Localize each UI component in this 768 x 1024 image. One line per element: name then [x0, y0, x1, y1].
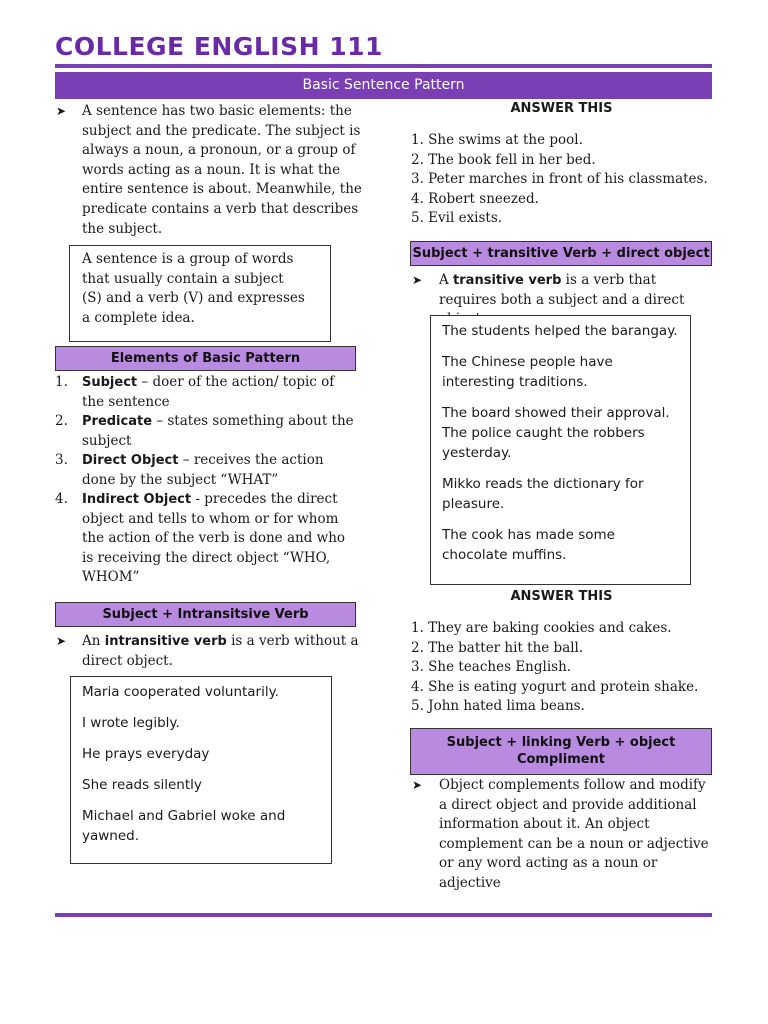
example-sentence: Michael and Gabriel woke and yawned. — [82, 808, 286, 844]
answer-this-heading: ANSWER THIS — [510, 101, 613, 116]
list-item: 2. The batter hit the ball. — [411, 639, 584, 656]
arrow-bullet-icon: ➤ — [412, 778, 423, 792]
list-item: 1. She swims at the pool. — [411, 132, 583, 148]
transitive-heading: Subject + transitive Verb + direct object — [410, 241, 712, 266]
example-sentence: The Chinese people have interesting traditions. — [442, 354, 613, 390]
example-sentence: The board showed their approval. The police caught the robbers yesterday. — [442, 405, 670, 461]
document-title: COLLEGE ENGLISH 111 — [55, 32, 383, 61]
linking-heading: Subject + linking Verb + object Compliment — [410, 728, 712, 775]
element-desc: - precedes the direct object and tells to whom or for whom the action of the verb is done and who is receiving the direct object “WHO, WHOM” — [82, 491, 346, 586]
list-item: 3. She teaches English. — [411, 659, 572, 676]
linking-definition: Object complements follow and modify a direct object and provide additional information about it. An object complement can be a noun or adjective or any word acting as a noun or adjective — [439, 777, 709, 891]
list-item: 5. John hated lima beans. — [411, 698, 585, 715]
intro-paragraph: A sentence has two basic elements: the subject and the predicate. The subject is always a noun, a pronoun, or a group of words acting as a noun. It is what the entire sentence is about. Meanwhile, the predicate contains a verb that describes the subject. — [82, 103, 362, 237]
element-term: Subject — [82, 375, 138, 390]
transitive-term: transitive verb — [453, 273, 562, 288]
transitive-examples-box — [430, 315, 691, 585]
example-sentence: The cook has made some chocolate muffins. — [442, 527, 615, 563]
answer-list-2 — [411, 619, 711, 717]
intransitive-examples-box — [70, 676, 332, 864]
example-sentence: Mikko reads the dictionary for pleasure. — [442, 476, 644, 512]
intransitive-term: intransitive verb — [104, 634, 227, 649]
definition-box — [69, 245, 331, 342]
list-item: 1. They are baking cookies and cakes. — [411, 620, 672, 636]
element-desc: – receives the action done by the subject “WHAT” — [82, 452, 324, 488]
elements-heading: Elements of Basic Pattern — [55, 346, 356, 371]
answer-list-1 — [411, 131, 711, 229]
section-banner: Basic Sentence Pattern — [55, 72, 712, 99]
list-item: 5. Evil exists. — [411, 210, 503, 227]
list-item: 1. Subject – doer of the action/ topic of the sentence — [55, 374, 335, 410]
element-desc: – states something about the subject — [82, 413, 354, 449]
transitive-definition: A transitive verb is a verb that requires both a subject and a direct — [439, 272, 685, 308]
example-sentence: She reads silently — [82, 777, 202, 793]
list-item: 4. Robert sneezed. — [411, 190, 539, 207]
answer-this-heading: ANSWER THIS — [510, 589, 613, 604]
example-sentence: I wrote legibly. — [82, 715, 180, 731]
element-term: Direct Object — [82, 453, 179, 468]
list-item: 2. Predicate – states something about the subject — [55, 413, 354, 449]
list-item: 4. She is eating yogurt and protein shake. — [411, 678, 699, 695]
list-item: 2. The book fell in her bed. — [411, 151, 596, 168]
element-term: Predicate — [82, 414, 153, 429]
top-divider — [55, 64, 712, 68]
list-item: 3. Direct Object – receives the action done by the subject “WHAT” — [55, 452, 324, 488]
element-desc: – doer of the action/ topic of the sentence — [82, 374, 335, 410]
elements-list — [55, 373, 360, 586]
bottom-divider — [55, 913, 712, 917]
arrow-bullet-icon: ➤ — [56, 634, 67, 648]
arrow-bullet-icon: ➤ — [412, 273, 423, 287]
example-sentence: The students helped the barangay. — [442, 323, 678, 339]
list-item: 3. Peter marches in front of his classmates. — [411, 171, 708, 188]
example-sentence: Maria cooperated voluntarily. — [82, 684, 279, 700]
intransitive-definition: An intransitive verb is a verb without a direct object. — [82, 633, 359, 669]
arrow-bullet-icon: ➤ — [56, 104, 67, 118]
definition-text: A sentence is a group of words that usually contain a subject (S) and a verb (V) and expresses a complete idea. — [82, 251, 305, 326]
example-sentence: He prays everyday — [82, 746, 210, 762]
intransitive-heading: Subject + Intransitsive Verb — [55, 602, 356, 627]
list-item: 4. Indirect Object - precedes the direct object and tells to whom or for whom the action of the verb is done and who is receiving the direct object “WHO, WHOM” — [55, 491, 346, 586]
element-term: Indirect Object — [82, 492, 192, 507]
